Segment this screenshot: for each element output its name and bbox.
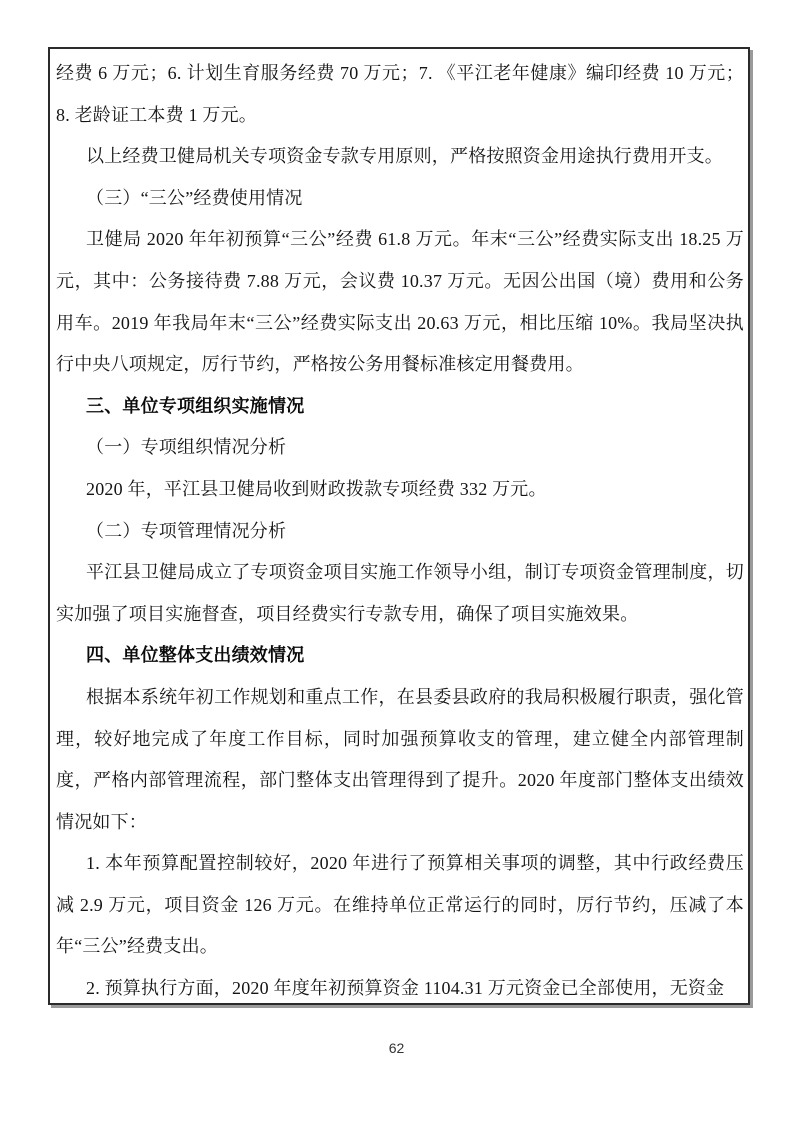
paragraph: 卫健局 2020 年年初预算“三公”经费 61.8 万元。年末“三公”经费实际支出 18.25 万元，其中：公务接待费 7.88 万元，会议费 10.37 万元。无因公出国（境）费用和公务用车。2019 年我局年末“三公”经费实际支出 20.63 万元，相比压缩 10%。我局坚决执行中央八项规定，厉行节约，严格按公务用餐标准核定用餐费用。 (56, 229, 744, 375)
document-text-frame (48, 47, 750, 1005)
subsection-heading-3: （三）“三公”经费使用情况 (86, 187, 303, 208)
paragraph: 根据本系统年初工作规划和重点工作，在县委县政府的我局积极履行职责，强化管理，较好地完成了年度工作目标，同时加强预算收支的管理，建立健全内部管理制度，严格内部管理流程，部门整体支出管理得到了提升。2020 年度部门整体支出绩效情况如下： (56, 686, 744, 832)
section-heading-4: 四、单位整体支出绩效情况 (86, 645, 305, 666)
subsection-heading-2: （二）专项管理情况分析 (86, 520, 287, 541)
paragraph-truncated: 2. 预算执行方面，2020 年度年初预算资金 1104.31 万元资金已全部使用，无资金 (86, 978, 725, 999)
paragraph: 平江县卫健局成立了专项资金项目实施工作领导小组，制订专项资金管理制度，切实加强了项目实施督查，项目经费实行专款专用，确保了项目实施效果。 (56, 562, 744, 624)
subsection-heading-1: （一）专项组织情况分析 (86, 437, 287, 458)
paragraph-continued: 经费 6 万元；6. 计划生育服务经费 70 万元；7. 《平江老年健康》编印经费 10 万元；8. 老龄证工本费 1 万元。 (56, 63, 744, 125)
paragraph: 1. 本年预算配置控制较好，2020 年进行了预算相关事项的调整，其中行政经费压减 2.9 万元，项目资金 126 万元。在维持单位正常运行的同时，厉行节约，压减了本年“三公”经费支出。 (56, 853, 744, 957)
paragraph: 以上经费卫健局机关专项资金专款专用原则，严格按照资金用途执行费用开支。 (86, 146, 723, 167)
page-number: 62 (388, 1040, 405, 1056)
section-heading-3: 三、单位专项组织实施情况 (86, 395, 305, 416)
paragraph: 2020 年，平江县卫健局收到财政拨款专项经费 332 万元。 (86, 478, 547, 499)
